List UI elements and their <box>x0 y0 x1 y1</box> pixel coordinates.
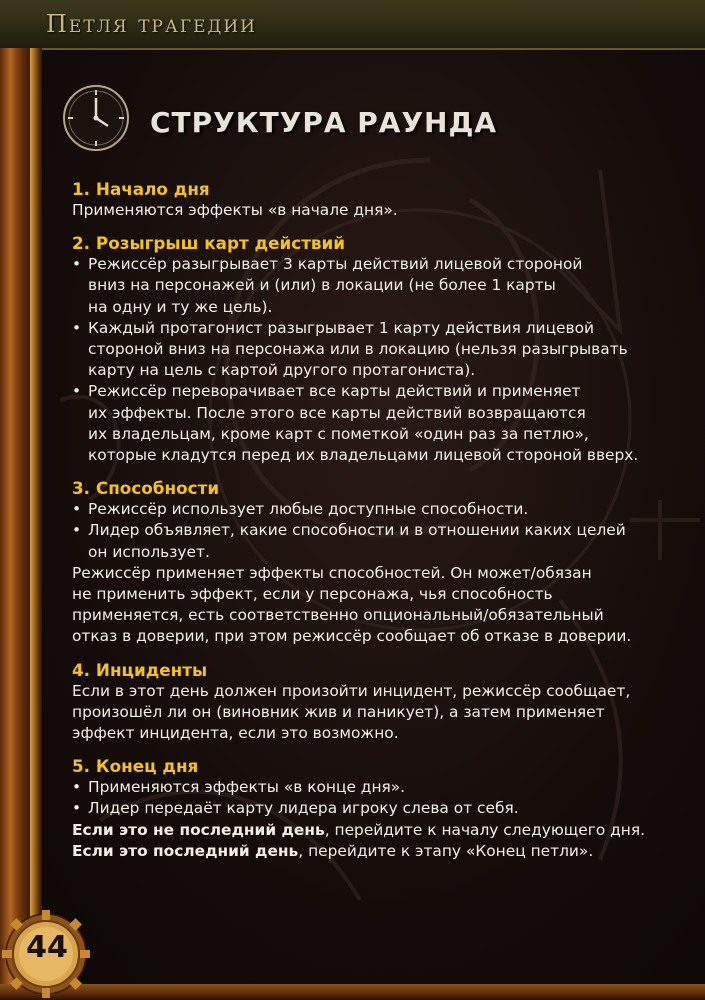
step-5-bullet-2: • Лидер передаёт карту лидера игроку слева от себя. <box>72 798 682 819</box>
book-title: Петля трагедии <box>46 10 258 38</box>
step-2-bullet-1: • Режиссёр разыгрывает 3 карты действий лицевой стороной вниз на персонажей и (или) в локации (не более 1 карты на одну и ту же цель). <box>72 254 682 318</box>
step-4-text: Если в этот день должен произойти инцидент, режиссёр сообщает, произошёл ли он (виновник жив и паникует), а затем применяет эффект инцидента, если это возможно. <box>72 681 631 743</box>
section-title: СТРУКТУРА РАУНДА <box>150 106 498 139</box>
clock-icon <box>62 84 130 152</box>
round-structure-content <box>72 178 682 862</box>
step-5-final-2: Если это последний день, перейдите к этапу «Конец петли». <box>72 841 594 860</box>
step-3-text: Режиссёр применяет эффекты способностей. Он может/обязан не применить эффект, если у персонажа, чья способность применяется, есть соответственно опциональный/обязательный отказ в доверии, при этом режиссёр сообщает об отказе в доверии. <box>72 563 632 646</box>
step-3-bullet-2: • Лидер объявляет, какие способности и в отношении каких целей он использует. <box>72 520 682 562</box>
step-3-bullet-1: • Режиссёр использует любые доступные способности. <box>72 499 682 520</box>
step-5-bullet-1: • Применяются эффекты «в конце дня». <box>72 777 682 798</box>
page-number: 44 <box>26 930 68 965</box>
step-2-bullet-2: • Каждый протагонист разыгрывает 1 карту действия лицевой стороной вниз на персонажа или в локацию (нельзя разыгрывать карту на цель с картой другого протагониста). <box>72 318 682 382</box>
step-1-text: Применяются эффекты «в начале дня». <box>72 201 398 219</box>
step-5-final-1: Если это не последний день, перейдите к началу следующего дня. <box>72 820 645 839</box>
bottom-frame <box>0 984 705 1000</box>
step-4-title: 4. Инциденты <box>72 659 208 680</box>
step-2-bullet-3: • Режиссёр переворачивает все карты действий и применяет их эффекты. После этого все карты действий возвращаются их владельцам, кроме карт с пометкой «один раз за петлю», которые кладутся перед их владельцами лицевой стороной вверх. <box>72 381 682 466</box>
step-5-title: 5. Конец дня <box>72 756 199 777</box>
step-1-title: 1. Начало дня <box>72 179 210 199</box>
step-2-title: 2. Розыгрыш карт действий <box>72 233 346 254</box>
left-frame <box>0 48 30 1000</box>
left-frame-trim <box>30 48 42 1000</box>
step-3-title: 3. Способности <box>72 478 220 499</box>
